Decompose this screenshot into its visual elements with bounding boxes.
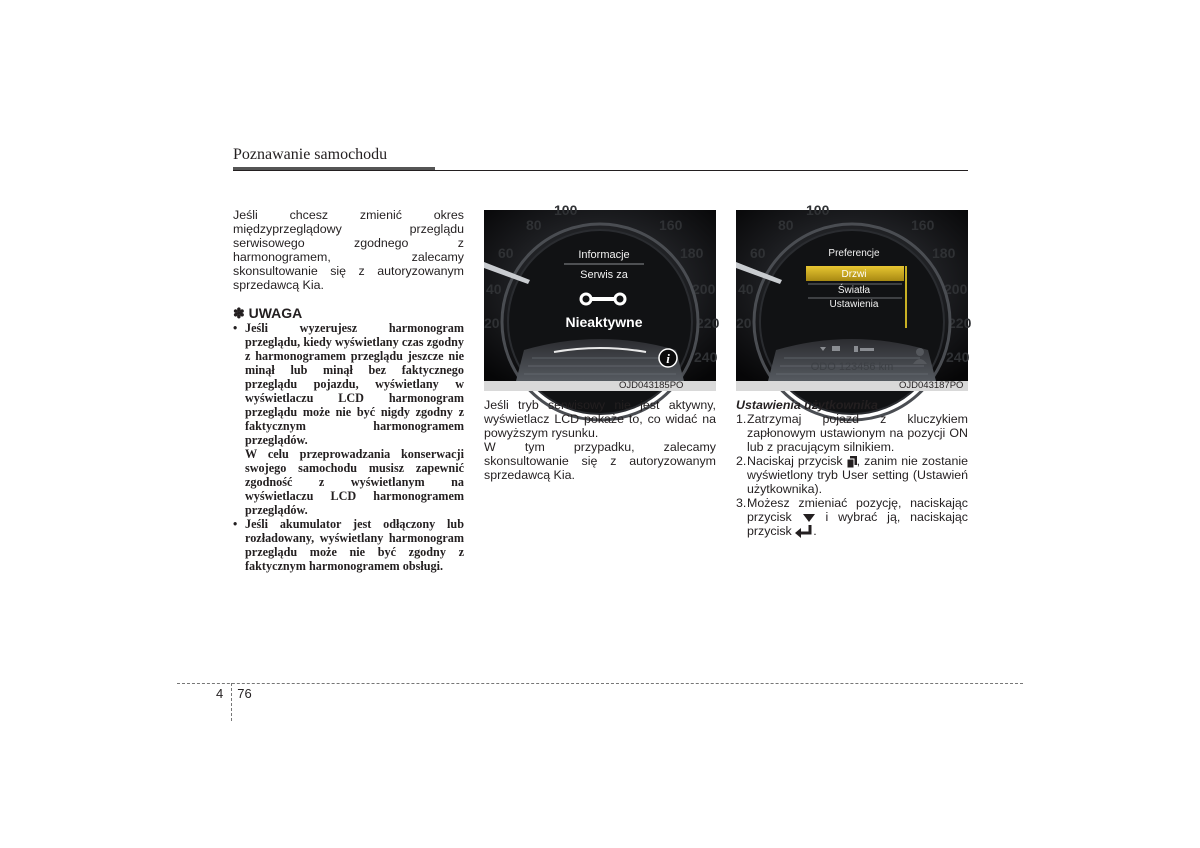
footer-rule <box>177 683 1023 684</box>
cluster-image-service <box>484 202 720 391</box>
step-number: 3. <box>736 496 747 510</box>
paragraph: Jeśli tryb serwisowy nie jest aktywny, wyświetlacz LCD pokaże to, co widać na powyższym rysunku. <box>484 398 716 440</box>
gauge-number: 240 <box>946 349 970 365</box>
step-text: . <box>813 524 817 538</box>
note-item-text: W celu przeprowadzania konserwacji swojego samochodu musisz zapewnić zgodność z wyświetlanym na wyświetlaczu LCD harmonogramem przeglądów. <box>245 447 464 517</box>
cluster-image-user-settings <box>736 202 972 391</box>
step-number: 1. <box>736 412 747 426</box>
gauge-number: 160 <box>911 217 935 233</box>
page-header-title: Poznawanie samochodu <box>233 146 388 163</box>
note-title: ✽ UWAGA <box>233 305 303 321</box>
gauge-number: 100 <box>806 202 830 218</box>
gauge-number: 220 <box>948 315 972 331</box>
enter-button-icon <box>795 525 813 539</box>
service-status: Nieaktywne <box>565 314 643 330</box>
note-item-text: • Jeśli wyzerujesz harmonogram przeglądu, kiedy wyświetlany czas zgodny z harmonogramem przeglądu jeszcze nie minął lub minął bez faktycznego przeglądu pojazdu, wyświetlany w wyświetlaczu LCD harmonogram przeglądu może nie być nigdy zgodny z faktycznym harmonogramem przeglądów. <box>245 321 464 447</box>
info-icon <box>659 349 677 367</box>
service-label: Serwis za <box>580 269 628 281</box>
intro-paragraph: Jeśli chcesz zmienić okres międzyprzeglądowy przeglądu serwisowego zgodnego z harmonogramem, zalecamy skonsultowanie się z autoryzowanym sprzedawcą Kia. <box>233 208 464 292</box>
menu-title: Preferencje <box>828 248 880 259</box>
gauge-number: 180 <box>932 245 956 261</box>
gauge-number: 100 <box>554 202 578 218</box>
svg-text:i: i <box>666 351 670 366</box>
right-column <box>736 398 968 539</box>
step-item <box>736 412 968 454</box>
gauge-number: 20 <box>484 315 500 331</box>
menu-item: Ustawienia <box>829 299 879 310</box>
step-item <box>736 496 968 539</box>
cluster-display-service <box>484 202 720 391</box>
gauge-number: 20 <box>736 315 752 331</box>
middle-column <box>484 398 716 482</box>
mode-button-icon <box>847 456 857 468</box>
move-down-button-icon <box>802 513 816 523</box>
step-number: 2. <box>736 454 747 468</box>
step-item <box>736 454 968 496</box>
gauge-number: 40 <box>486 281 502 297</box>
gauge-number: 180 <box>680 245 704 261</box>
cluster-display-settings <box>736 202 972 391</box>
note-item-text: • Jeśli akumulator jest odłączony lub rozładowany, wyświetlany harmonogram przeglądu może nie być zgodny z faktycznym harmonogramem obsługi. <box>245 517 464 573</box>
page-number <box>216 686 252 701</box>
menu-title: Informacje <box>578 249 630 261</box>
figure-code: OJD043187PO <box>899 380 964 391</box>
note-item <box>233 321 464 517</box>
step-text: i wybrać ją, naciskając przycisk <box>747 510 968 538</box>
figure-code: OJD043185PO <box>619 380 684 391</box>
gauge-number: 60 <box>750 245 766 261</box>
gauge-number: 160 <box>659 217 683 233</box>
page-number-value: 76 <box>237 686 252 701</box>
chapter-number: 4 <box>216 686 224 701</box>
gauge-number: 80 <box>778 217 794 233</box>
step-text: Możesz zmieniać pozycję, naciskając przycisk <box>747 496 968 524</box>
gauge-number: 40 <box>738 281 754 297</box>
gauge-number: 220 <box>696 315 720 331</box>
gauge-number: 200 <box>944 281 968 297</box>
gauge-number: 60 <box>498 245 514 261</box>
note-item <box>233 517 464 573</box>
gauge-number: 240 <box>694 349 718 365</box>
step-text: Naciskaj przycisk <box>747 454 843 468</box>
odometer: ODO 123456 km <box>810 361 894 373</box>
paragraph: W tym przypadku, zalecamy skonsultowanie się z autoryzowanym sprzedawcą Kia. <box>484 440 716 482</box>
gauge-number: 80 <box>526 217 542 233</box>
header-rule <box>233 170 968 171</box>
steps-list <box>736 412 968 539</box>
menu-item: Światła <box>837 285 871 296</box>
step-text: , zanim nie zostanie wyświetlony tryb User setting (Ustawień użytkownika). <box>747 454 968 496</box>
gauge-number: 200 <box>692 281 716 297</box>
left-column <box>233 208 464 573</box>
section-heading: Ustawienia użytkownika <box>736 398 878 412</box>
note-list <box>233 321 464 573</box>
menu-item: Drzwi <box>841 269 867 280</box>
step-text: Zatrzymaj pojazd z kluczykiem zapłonowym ustawionym na pozycji ON lub z pracującym silnikiem. <box>747 412 968 454</box>
